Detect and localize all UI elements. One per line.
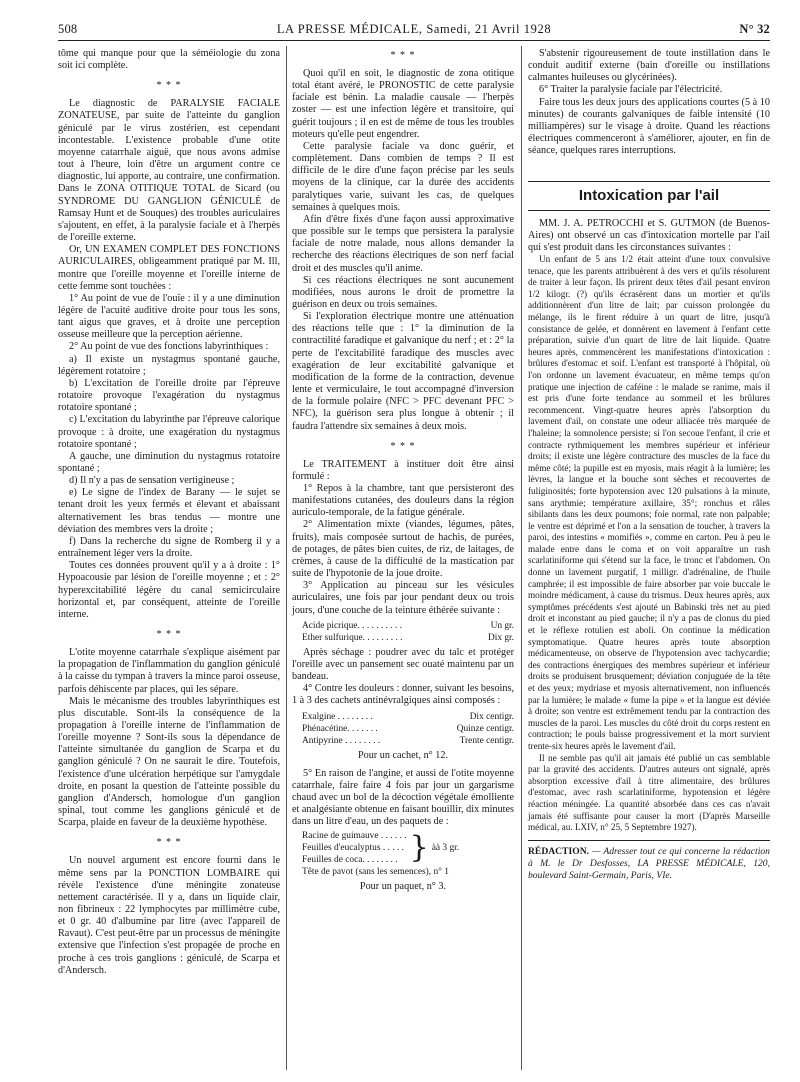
paragraph: A gauche, une diminution du nystagmus rotatoire spontané ;: [58, 450, 280, 474]
paragraph: Mais le mécanisme des troubles labyrinthiques est plus discutable. Sont-ils la conséquence de la propagation à l'oreille interne de l'inflammation de l'oreille moyenne ? Sont-ils sous la dépendance de l'atteinte simultanée du ganglion de Scarpa et du ganglion géniculé ? On ne saurait le dire. Toutefois, l'existence d'une ulcération herpétique sur l'amygdale droite, en posant la question de l'atteinte possible du ganglion d'Andersch, homologue d'un ganglion spinal, tout comme les ganglions géniculé et de Scarpa, plaide en faveur de la deuxième hypothèse.: [58, 695, 280, 829]
prescription-item: Tête de pavot (sans les semences), n° 1: [302, 867, 449, 878]
paragraph: Après séchage : poudrer avec du talc et protéger l'oreille avec un pansement sec ouaté maintenu par un bandeau.: [292, 646, 514, 683]
paragraph: Si l'exploration électrique montre une atténuation des réactions telle que : 1° la diminution de la contractilité faradique et galvanique du nerf ; et : 2° la perte de l'excitabilité faradique des muscles avec exagération de leur excitabilité galvanique et modification de la forme de la contraction, devenue lente et vermiculaire, le tout accompagné d'inversion de la formule polaire (NFC > PFC devenant PFC > NFC), la guérison sera plus longue à obtenir ; il faudra l'attendre six semaines à deux mois.: [292, 311, 514, 432]
prescription-dose: Dix centigr.: [469, 711, 514, 722]
column-divider: [286, 46, 287, 1070]
paragraph: Il ne semble pas qu'il ait jamais été publié un cas semblable par la gravité des accidents. D'autres auteurs ont signalé, après absorption excessive d'ail à titre alimentaire, des brûlures d'estomac, avec rash scarlatiniforme, hypotension et légère réaction méningée. La quantité absorbée dans ces cas n'avait jamais été suffisante pour causer la mort (D'après Marseille médical, au. LXIV, n° 25, 5 Septembre 1927).: [528, 752, 770, 833]
prescription-footer: Pour un paquet, n° 3.: [359, 881, 447, 893]
prescription-dose: Dix gr.: [487, 632, 514, 643]
paragraph: Faire tous les deux jours des applications courtes (5 à 10 minutes) de courants galvaniques de faible intensité (10 milliampères) sur le visage à droite. Quand les réactions électriques commenceront à s'améliorer, ajouter, en fin de séance, quelques rares interruptions.: [528, 96, 770, 157]
paragraph: L'otite moyenne catarrhale s'explique aisément par la propagation de l'inflammation du ganglion géniculé à la caisse du tympan à travers la mince paroi osseuse, parfois déhiscente par places, qui les sépare.: [58, 647, 280, 695]
paragraph: f) Dans la recherche du signe de Romberg il y a entraînement léger vers la droite.: [58, 535, 280, 560]
prescription-footer: Pour un cachet, n° 12.: [357, 749, 449, 761]
editorial-notice: [528, 840, 770, 882]
prescription-item: Exalgine . . . . . . . .: [302, 711, 373, 722]
prescription-item: Feuilles d'eucalyptus . . . . .: [302, 843, 404, 854]
prescription-item: Phénacétine. . . . . . .: [302, 723, 378, 734]
paragraph: a) Il existe un nystagmus spontané gauche, légèrement rotatoire ;: [58, 353, 280, 377]
prescription-item: Ether sulfurique. . . . . . . . .: [302, 632, 403, 643]
paragraph: 2° Alimentation mixte (viandes, légumes, pâtes, fruits), mais composée surtout de hachis, de purées, de potages, de pâtes bien cuites, de riz, de laitages, de crèmes, à cause de la difficulté de la mastication par suite de l'hypotonie de la joue droite.: [292, 519, 514, 580]
section-separator: * * *: [390, 50, 416, 61]
paragraph: Un nouvel argument est encore fourni dans le même sens par la PONCTION LOMBAIRE qui révèle l'existence d'une méningite zonateuse nettement caractérisée. Il y a, dans un liquide clair, non fibrineux : 22 lymphocytes par millimètre cube, et 0 gr. 40 d'albumine par litre (avec l'appareil de Ravaut). C'est peut-être par un processus de méningite extensive que l'infection s'est propagée de proche en proche à ces trois ganglions : géniculé, de Scarpa et d'Andersch.: [58, 855, 280, 976]
page-header: [58, 22, 770, 40]
article-title: Intoxication par l'ail: [528, 181, 770, 210]
column-1: [58, 48, 280, 977]
column-3: [528, 48, 770, 882]
paragraph: 4° Contre les douleurs : donner, suivant les besoins, 1 à 3 des cachets antinévralgiques ainsi composés :: [292, 683, 514, 707]
paragraph: Le TRAITEMENT à instituer doit être ainsi formulé :: [292, 458, 514, 482]
paragraph: 1° Repos à la chambre, tant que persisteront des manifestations cutanées, des douleurs dans la région auriculo-temporale, de la fatigue générale.: [292, 483, 514, 519]
prescription-dose: àà 3 gr.: [431, 843, 460, 854]
editorial-text: — Adresser tout ce qui concerne la rédaction à M. le Dr Desfosses, LA PRESSE MÉDICALE, 120, boulevard Saint-Germain, Paris, VIe.: [528, 845, 770, 881]
paragraph: tôme qui manque pour que la séméiologie du zona soit ici complète.: [58, 48, 280, 72]
prescription-dose: Quinze centigr.: [456, 723, 514, 734]
paragraph: 2° Au point de vue des fonctions labyrinthiques :: [69, 341, 269, 353]
paragraph: Toutes ces données prouvent qu'il y a à droite : 1° Hypoacousie par lésion de l'oreille moyenne ; et : 2° hyperexcitabilité légère du canal semicirculaire horizontal et, par conséquent, atteinte de l'oreille interne.: [58, 560, 280, 620]
paragraph: e) Le signe de l'index de Barany — le sujet se tenant droit les yeux fermés et élevant et abaissant alternativement les bras tendus — montre une déviation des membres vers la droite ;: [58, 487, 280, 535]
paragraph: MM. J. A. PETROCCHI et S. GUTMON (de Buenos-Aires) ont observé un cas d'intoxication mortelle par l'ail qui s'est produit dans les circonstances suivantes :: [528, 217, 770, 253]
section-separator: * * *: [156, 80, 182, 92]
section-separator: * * *: [156, 629, 182, 641]
paragraph: Afin d'être fixés d'une façon aussi approximative que possible sur le temps que persistera la paralysie faciale de notre malade, nous allons demander la recherche des réactions électriques de son nerf facial droit et des muscles qu'il anime.: [292, 213, 514, 274]
paragraph: Si ces réactions électriques ne sont aucunement modifiées, nous aurons le droit de promettre la guérison en deux ou trois semaines.: [292, 274, 514, 310]
prescription-table: [302, 620, 514, 644]
journal-title: LA PRESSE MÉDICALE, Samedi, 21 Avril 1928: [276, 22, 552, 36]
paragraph: Le diagnostic de PARALYSIE FACIALE ZONATEUSE, par suite de l'atteinte du ganglion géniculé par le virus zostérien, est cependant incontestable. L'existence probable d'une otite moyenne catarrhale aiguë, que nous avons admise tout à l'heure, loin d'être un argument contre ce diagnostic, lui apporte, au contraire, une confirmation. Dans le ZONA OTITIQUE TOTAL de Sicard (ou SYNDROME DU GANGLION GÉNICULÉ de Ramsay Hunt et de Souques) des troubles auriculaires s'ajoutent, en effet, à la paralysie faciale et à l'herpès de l'oreille externe.: [58, 98, 280, 244]
paragraph: Quoi qu'il en soit, le diagnostic de zona otitique total étant avéré, le PRONOSTIC de cette paralysie faciale est bénin. La maladie causale — l'herpès zoster — est une infection légère et transitoire, qui guérit toujours ; il en est de même de tous les troubles moteurs qu'elle peut engendrer.: [292, 68, 514, 140]
prescription-item: Feuilles de coca. . . . . . . .: [302, 855, 398, 866]
prescription-item: Acide picrique. . . . . . . . . .: [302, 620, 402, 631]
column-2: [292, 48, 514, 900]
paragraph: S'abstenir rigoureusement de toute instillation dans le conduit auditif externe (bain d'oreille ou instillations calmantes huileuses ou glycérinées).: [528, 48, 770, 84]
paragraph: 1° Au point de vue de l'ouïe : il y a une diminution légère de l'acuité auditive droite pour tous les sons, tant aigus que graves, et à droite une perception osseuse meilleure que la perception aérienne.: [58, 292, 280, 341]
paragraph: 5° En raison de l'angine, et aussi de l'otite moyenne catarrhale, faire faire 4 fois par jour un gargarisme chaud avec un bol de la décoction végétale émolliente et analgésiante obtenue en faisant bouillir, dix minutes dans un litre d'eau, un des paquets de :: [292, 767, 514, 828]
prescription-table: [302, 711, 514, 747]
prescription-item: Antipyrine . . . . . . . .: [302, 735, 381, 746]
paragraph: Or, UN EXAMEN COMPLET DES FONCTIONS AURICULAIRES, obligeamment pratiqué par M. Ill, montre que l'oreille moyenne et l'oreille interne de cette femme sont touchées :: [58, 244, 280, 292]
paragraph: Cette paralysie faciale va donc guérir, et complètement. Dans combien de temps ? Il est difficile de le dire d'une façon précise par les seuls moyens de la clinique, car la durée des accidents paralytiques varie, suivant les cas, de quelques semaines à quelques mois.: [292, 140, 514, 213]
section-separator: * * *: [390, 440, 416, 452]
paragraph: c) L'excitation du labyrinthe par l'épreuve calorique provoque : à droite, une exagération du nystagmus rotatoire spontané ;: [58, 414, 280, 450]
paragraph: 6° Traiter la paralysie faciale par l'électricité.: [539, 84, 723, 96]
paragraph: b) L'excitation de l'oreille droite par l'épreuve rotatoire provoque l'exagération du nystagmus rotatoire spontané ;: [58, 377, 280, 414]
paragraph: d) Il n'y a pas de sensation vertigineuse ;: [69, 475, 235, 487]
prescription-dose: Un gr.: [490, 620, 514, 631]
editorial-label: RÉDACTION.: [528, 845, 590, 857]
page-number: 508: [58, 22, 78, 36]
prescription-item: Racine de guimauve . . . . . .: [302, 831, 407, 842]
header-rule: [58, 40, 770, 41]
column-divider: [521, 46, 522, 1070]
paragraph: 3° Application au pinceau sur les vésicules auriculaires, une fois par jour pendant deux ou trois jours, d'une couche de la teinture éthérée suivante :: [292, 580, 514, 616]
paragraph: Un enfant de 5 ans 1/2 était atteint d'une toux convulsive tenace, que les parents attribuèrent à des vers et qu'ils résolurent de traiter à leur façon. Ils prirent deux têtes d'ail pesant environ 1/2 kilogr. (?) qu'ils écrasèrent dans un mortier et qu'ils additionnèrent d'un litre de lait; par cuisson prolongée du mélange, ils le firent réduire à un quart de litre, jusqu'à consistance de gelée, et donnèrent en lavement à l'enfant cette préparation, suivie d'un quart de litre de lait liquide. Quatre heures après, commencèrent les manifestations d'intoxication : brûlures d'estomac et soif. L'enfant est transporté à l'hôpital, où l'on ordonne un lavement évacuateur, en même temps qu'on pratique une injection de caféine : le malade se ranime, mais il est pris d'une forte tendance au sommeil et les brûlures recommencent. Vingt-quatre heures après l'absorption du lavement d'ail, on constate une odeur alliacée très marquée de l'haleine; la somnolence persiste; si l'on secoue l'enfant, il crie et contracte rythmiquement les membres supérieur et inférieur droits; il existe une légère contracture des muscles de la face du même côté; la pupille est en myosis, mais réagit à la lumière; les lèvres, la langue et la bouche sont sèches et recouvertes de fuliginosités; forte hypotension avec 120 pulsations à la minute, sans arythmie; température axillaire, 35°; ronchus et râles sibilants dans les deux poumons; foie normal, rate non palpable; le ventre est déprimé et l'on a la sensation de toucher, à travers la paroi, des intestins « momifiés », comme en carton. Peu à peu le malade entre dans le coma et on voit apparaître un rash scarlatiniforme qui s'étend sur la face, le tronc et l'abdomen. On donne un lavement purgatif, 1 milligr. d'adrénaline, de l'huile camphrée; il est impossible de faire absorber par voie buccale le moindre médicament, à cause du trismus. Deux heures après, aux symptômes précédents s'est ajouté un Babinski très net au pied droit et inconstant au pied gauche; il n'y a pas de clonus du pied et le réflexe rotulien est aboli. On continue la médication symptomatique. Quatre heures après toute absorption médicamenteuse, on observe de l'hypotension avec tachycardie; des contractions énergiques des membres supérieur et inférieur droits se produisent brusquement; déviation conjuguée de la tête et des yeux; mydriase et myosis alternativement, non influencés par la lumière; le malade « fume la pipe » et la langue est déviée à droite; son ventre est extrêmement tendu par la contraction des muscles de la paroi. Les muscles du côté droit du corps restent en contraction; le pouls baisse progressivement et la mort survient trente-six heures après le lavement d'ail.: [528, 254, 770, 751]
prescription-dose: Trente centigr.: [459, 735, 514, 746]
section-separator: * * *: [156, 837, 182, 849]
brace-glyph: }: [409, 830, 429, 866]
issue-number: N° 32: [739, 22, 770, 36]
prescription-bracket: [302, 830, 514, 866]
